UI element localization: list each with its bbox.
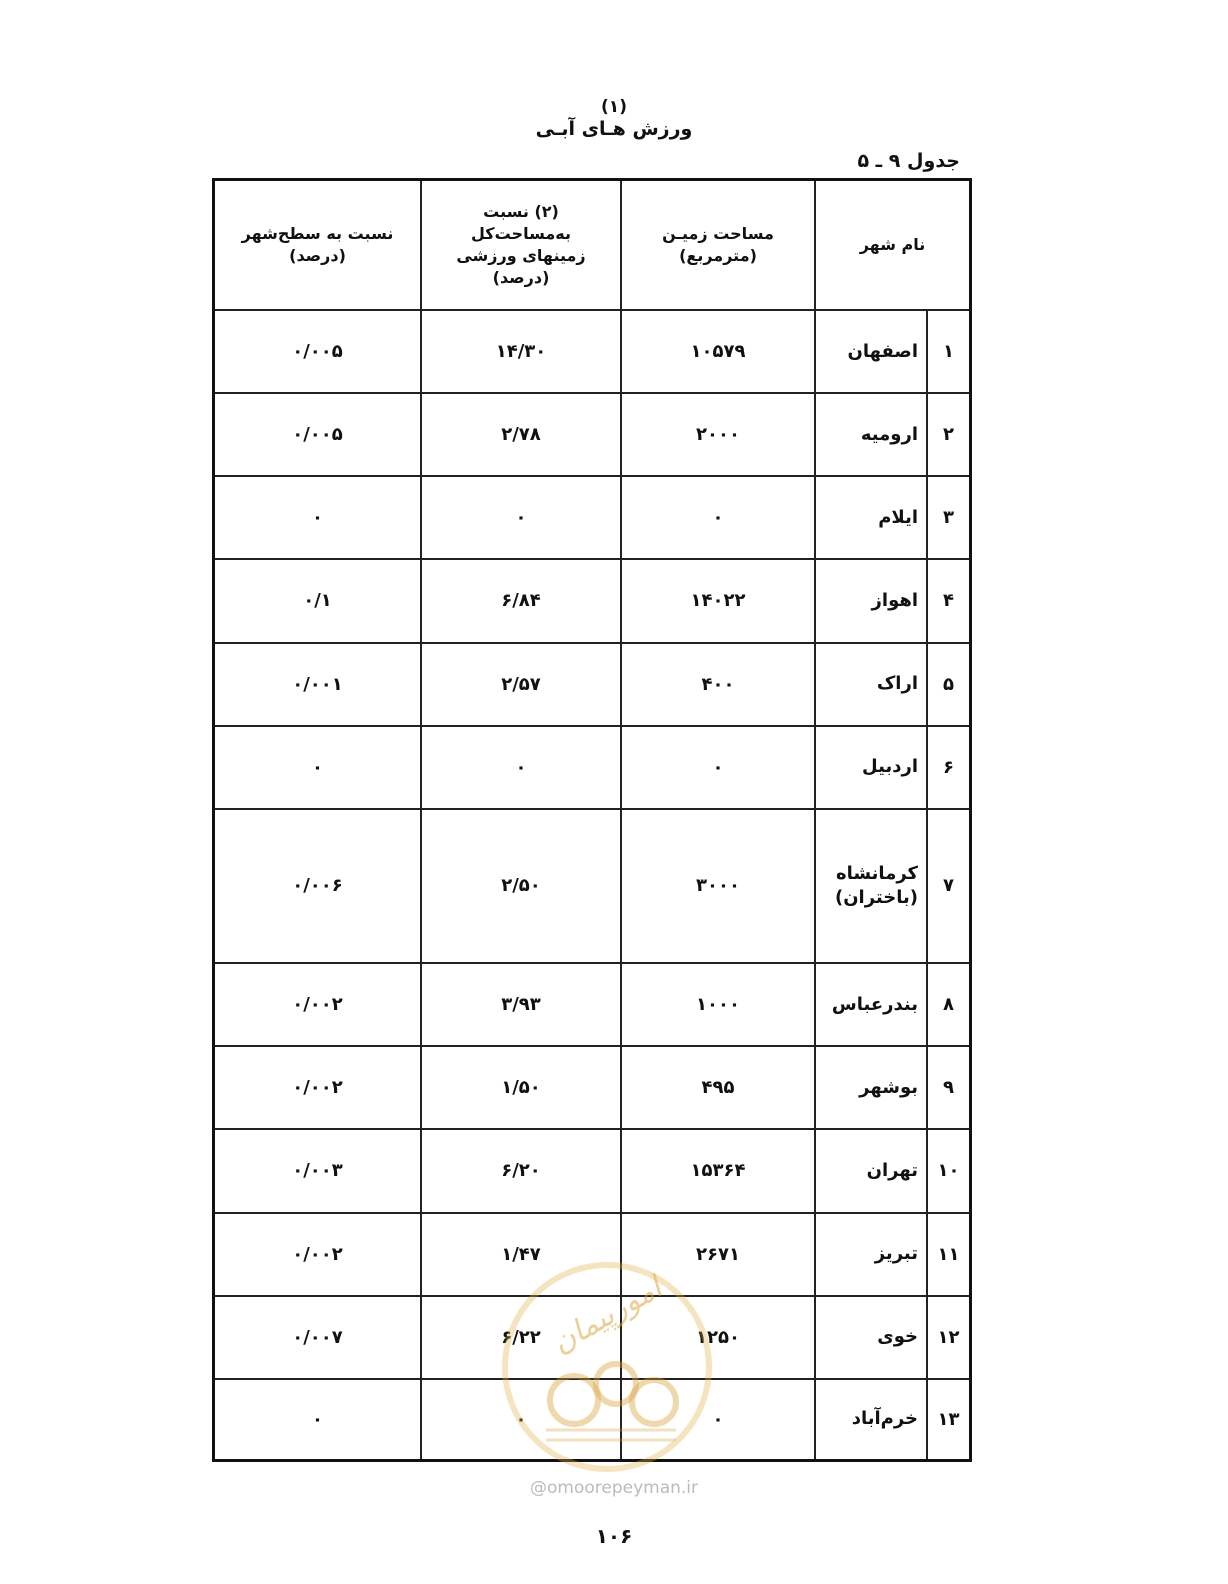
- ratio-sport-land-text: ۰: [515, 1408, 527, 1430]
- ratio-city-area-text: ۰/۰۰۶: [292, 875, 343, 897]
- page-number: ۱۰۶: [595, 1524, 633, 1548]
- row-index-text: ۴: [943, 590, 954, 612]
- city-name: [815, 1296, 927, 1379]
- city-name-text: خوی: [877, 1326, 918, 1348]
- land-area: [621, 809, 815, 963]
- land-area: [621, 476, 815, 559]
- ratio-city-area: [215, 393, 421, 476]
- ratio-sport-land-text: ۱/۵۰: [501, 1077, 541, 1099]
- ratio-sport-land-text: ۰: [515, 507, 527, 529]
- ratio-city-area-text: ۰/۰۰۵: [292, 341, 343, 363]
- page-title: [0, 96, 1228, 140]
- land-area-text: ۴۹۵: [701, 1077, 735, 1099]
- land-area-text: ۰: [712, 507, 724, 529]
- ratio-sport-land: [421, 809, 621, 963]
- land-area: [621, 1296, 815, 1379]
- ratio-sport-land-text: ۱۴/۳۰: [495, 341, 547, 363]
- land-area-text: ۰: [712, 756, 724, 778]
- land-area-text: ۰: [712, 1408, 724, 1430]
- ratio-city-area-text: ۰/۱: [303, 590, 332, 612]
- city-name: [815, 393, 927, 476]
- row-index: [927, 1296, 969, 1379]
- title-text: ورزش هـای آبـی: [535, 118, 693, 140]
- ratio-sport-land-text: ۲/۷۸: [501, 424, 541, 446]
- row-index: [927, 476, 969, 559]
- city-name-text: بوشهر: [859, 1076, 918, 1098]
- city-name-text: تهران: [866, 1159, 918, 1181]
- ratio-sport-land-text: ۰: [515, 756, 527, 778]
- table-body: [215, 310, 969, 1459]
- row-index: [927, 559, 969, 642]
- land-area: [621, 726, 815, 809]
- table-frame: [212, 178, 972, 1462]
- data-table: [215, 181, 969, 1459]
- ratio-city-area: [215, 1046, 421, 1129]
- site-watermark: @omoorepeyman.ir: [529, 1478, 699, 1498]
- city-name-text: بندرعباس: [831, 993, 918, 1015]
- city-name: [815, 1129, 927, 1212]
- header-ratio-sport-line1: (۲) نسبت بەمساحت‌کل: [471, 202, 571, 243]
- footnote-marker: (۱): [601, 97, 627, 117]
- land-area: [621, 643, 815, 726]
- row-index: [927, 726, 969, 809]
- ratio-sport-land: [421, 1046, 621, 1129]
- ratio-city-area: [215, 643, 421, 726]
- table-row: [215, 1296, 969, 1379]
- header-ratio-city: [215, 181, 421, 310]
- ratio-sport-land-text: ۳/۹۳: [501, 994, 541, 1016]
- header-city-label: نام شهر: [859, 235, 926, 254]
- city-name-text: ایلام: [878, 506, 918, 528]
- ratio-sport-land: [421, 476, 621, 559]
- table-row: [215, 1379, 969, 1459]
- land-area: [621, 1046, 815, 1129]
- city-name-text: اردبیل: [862, 756, 918, 778]
- watermark-text: امورپیمان: [546, 1270, 668, 1361]
- city-name: [815, 1046, 927, 1129]
- ratio-city-area-text: ۰: [312, 756, 323, 778]
- ratio-city-area: [215, 1213, 421, 1296]
- table-row: [215, 476, 969, 559]
- ratio-sport-land-text: ۲/۵۰: [501, 875, 541, 897]
- row-index: [927, 1046, 969, 1129]
- city-name: [815, 310, 927, 393]
- row-index-text: ۶: [943, 756, 954, 778]
- ratio-city-area-text: ۰/۰۰۱: [292, 673, 343, 695]
- ratio-city-area-text: ۰/۰۰۵: [292, 424, 343, 446]
- header-city: [815, 181, 969, 310]
- ratio-sport-land: [421, 1296, 621, 1379]
- city-name-text: ارومیه: [860, 423, 918, 445]
- header-ratio-sport: [421, 181, 621, 310]
- city-name-text: تبریز: [874, 1243, 918, 1265]
- ratio-city-area: [215, 809, 421, 963]
- land-area: [621, 393, 815, 476]
- row-index: [927, 1129, 969, 1212]
- ratio-city-area-text: ۰/۰۰۷: [292, 1326, 343, 1348]
- ratio-city-area: [215, 476, 421, 559]
- city-name-text: خرم‌آباد: [851, 1408, 918, 1430]
- row-index-text: ۱۱: [937, 1243, 960, 1265]
- row-index: [927, 643, 969, 726]
- ratio-city-area: [215, 1379, 421, 1459]
- land-area-text: ۱۰۰۰: [696, 994, 740, 1016]
- ratio-sport-land: [421, 1379, 621, 1459]
- ratio-sport-land: [421, 393, 621, 476]
- ratio-city-area: [215, 1129, 421, 1212]
- ratio-city-area-text: ۰: [312, 1408, 323, 1430]
- city-name: [815, 559, 927, 642]
- ratio-city-area: [215, 1296, 421, 1379]
- ratio-city-area-text: ۰/۰۰۲: [292, 1077, 343, 1099]
- land-area-text: ۴۰۰: [701, 673, 735, 695]
- land-area: [621, 1379, 815, 1459]
- row-index-text: ۳: [943, 507, 954, 529]
- land-area-text: ۱۲۵۰: [696, 1326, 740, 1348]
- table-row: [215, 1213, 969, 1296]
- row-index-text: ۲: [943, 424, 954, 446]
- land-area-text: ۳۰۰۰: [696, 875, 740, 897]
- city-name-text: اصفهان: [847, 340, 918, 362]
- row-index-text: ۱۲: [937, 1326, 960, 1348]
- city-name-text: اراک: [876, 673, 918, 695]
- ratio-city-area-text: ۰/۰۰۲: [292, 1243, 343, 1265]
- row-index-text: ۸: [943, 994, 954, 1016]
- table-row: [215, 1046, 969, 1129]
- row-index: [927, 809, 969, 963]
- ratio-city-area-text: ۰/۰۰۳: [292, 1160, 343, 1182]
- header-area-line2: (مترمربع): [679, 246, 757, 265]
- table-label: جدول ۹ ـ ۵: [857, 150, 960, 172]
- row-index: [927, 963, 969, 1046]
- city-name: [815, 1213, 927, 1296]
- row-index-text: ۷: [943, 875, 954, 897]
- header-ratio-sport-line3: (درصد): [492, 268, 550, 287]
- land-area: [621, 963, 815, 1046]
- row-index: [927, 310, 969, 393]
- ratio-sport-land: [421, 310, 621, 393]
- row-index: [927, 1213, 969, 1296]
- city-alt-name: (باختران): [834, 886, 918, 908]
- table-row: [215, 393, 969, 476]
- city-name: [815, 726, 927, 809]
- city-name: [815, 809, 927, 963]
- row-index-text: ۵: [943, 673, 954, 695]
- header-area-line1: مساحت زمیـن: [662, 224, 774, 243]
- ratio-sport-land-text: ۶/۲۲: [501, 1326, 541, 1348]
- ratio-sport-land: [421, 726, 621, 809]
- ratio-city-area: [215, 559, 421, 642]
- land-area: [621, 559, 815, 642]
- land-area-text: ۱۴۰۲۲: [690, 590, 746, 612]
- table-row: [215, 559, 969, 642]
- city-name-text: کرمانشاه: [835, 862, 918, 884]
- ratio-city-area: [215, 963, 421, 1046]
- land-area-text: ۲۰۰۰: [696, 424, 740, 446]
- city-name-text: اهواز: [871, 589, 918, 611]
- table-row: [215, 1129, 969, 1212]
- row-index: [927, 393, 969, 476]
- ratio-sport-land-text: ۶/۲۰: [501, 1160, 541, 1182]
- city-name: [815, 963, 927, 1046]
- row-index-text: ۹: [943, 1077, 954, 1099]
- header-ratio-city-line1: نسبت به سطح‌شهر: [241, 224, 394, 243]
- city-name: [815, 476, 927, 559]
- city-name: [815, 643, 927, 726]
- ratio-sport-land: [421, 643, 621, 726]
- ratio-sport-land: [421, 963, 621, 1046]
- ratio-sport-land: [421, 559, 621, 642]
- ratio-sport-land: [421, 1129, 621, 1212]
- table-row: [215, 310, 969, 393]
- table-row: [215, 643, 969, 726]
- ratio-sport-land-text: ۱/۴۷: [501, 1243, 541, 1265]
- table-row: [215, 963, 969, 1046]
- land-area: [621, 1213, 815, 1296]
- land-area-text: ۱۵۳۶۴: [690, 1160, 746, 1182]
- land-area-text: ۱۰۵۷۹: [690, 341, 746, 363]
- table-row: [215, 726, 969, 809]
- land-area: [621, 310, 815, 393]
- row-index: [927, 1379, 969, 1459]
- land-area-text: ۲۶۷۱: [696, 1243, 740, 1265]
- ratio-city-area-text: ۰/۰۰۲: [292, 994, 343, 1016]
- table-row: [215, 809, 969, 963]
- ratio-sport-land-text: ۲/۵۷: [501, 673, 541, 695]
- header-area: [621, 181, 815, 310]
- ratio-sport-land-text: ۶/۸۴: [501, 590, 541, 612]
- row-index-text: ۱۰: [937, 1160, 960, 1182]
- ratio-city-area: [215, 726, 421, 809]
- ratio-city-area-text: ۰: [312, 507, 323, 529]
- row-index-text: ۱: [943, 341, 954, 363]
- land-area: [621, 1129, 815, 1212]
- header-ratio-city-line2: (درصد): [289, 246, 346, 265]
- table-header-row: [215, 181, 969, 310]
- city-name: [815, 1379, 927, 1459]
- ratio-city-area: [215, 310, 421, 393]
- ratio-sport-land: [421, 1213, 621, 1296]
- row-index-text: ۱۳: [937, 1408, 960, 1430]
- header-ratio-sport-line2: زمینهای ورزشی: [456, 246, 586, 265]
